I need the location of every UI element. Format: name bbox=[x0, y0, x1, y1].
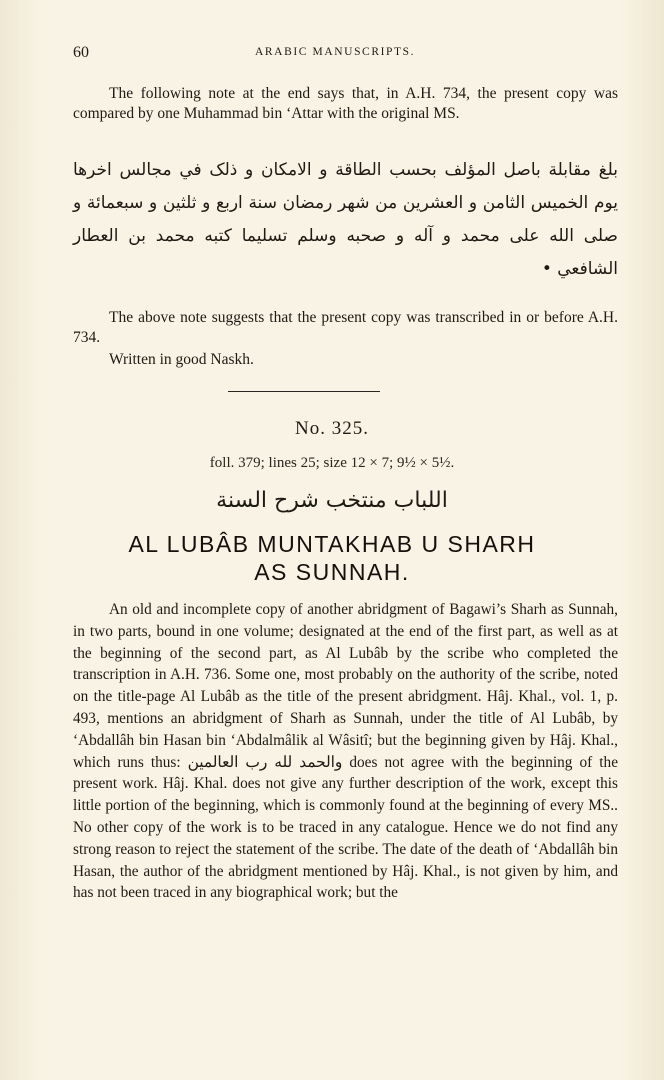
top-note-paragraph bbox=[73, 84, 618, 124]
arabic-title: اللباب منتخب شرح السنة bbox=[216, 488, 448, 513]
description-text: An old and incomplete copy of another abridgment of Bagawi’s Sharh as Sunnah, in two parts, bound in one volume; designated at the end of the first part, as well as at the beginning of the second part, as Al Lubâb by the scribe who completed the transcription in A.H. 736. Some one, most probably on the authority of the scribe, noted on the title-page Al Lubâb as the title of the present abridgment. Hâj. Khal., vol. 1, p. 493, mentions an abridgment of Sharh as Sunnah, under the title of Al Lubâb, by ‘Abdallâh bin Hasan bin ‘Abdalmâlik al Wâsitî; but the beginning given by Hâj. Khal., which runs thus: والحمد لله رب العالمين does not agree with the beginning of the present work. Hâj. Khal. does not give any further description of the work, except this little portion of the beginning, which is commonly found at the beginning of every MS.. No other copy of the work is to be traced in any catalogue. Hence we do not find any strong reason to reject the statement of the scribe. The date of the death of ‘Abdallâh bin Hasan, the author of the abridgment mentioned by Hâj. Khal., is not given by him, and has not been traced in any biographical work; but the bbox=[73, 601, 618, 902]
running-title: ARABIC MANUSCRIPTS. bbox=[255, 46, 416, 58]
section-divider bbox=[228, 391, 380, 392]
suggest-paragraph bbox=[73, 308, 618, 348]
entry-number: No. 325. bbox=[295, 418, 369, 439]
page-header bbox=[73, 44, 618, 64]
entry-title-line-2: AS SUNNAH. bbox=[254, 559, 410, 585]
description-paragraph bbox=[73, 599, 618, 904]
top-note-text: The following note at the end says that, in A.H. 734, the present copy was compared by one Muhammad bin ‘Attar with the original MS. bbox=[73, 85, 618, 122]
entry-title-line-1: AL LUBÂB MUNTAKHAB U SHARH bbox=[128, 531, 536, 557]
folio-info: foll. 379; lines 25; size 12 × 7; 9½ × 5½. bbox=[209, 455, 455, 471]
written-in-line: Written in good Naskh. bbox=[109, 351, 254, 368]
suggest-text: The above note suggests that the present copy was transcribed in or before A.H. 734. bbox=[73, 309, 618, 346]
arabic-note: بلغ مقابلة باصل المؤلف بحسب الطاقة و الامكان و ذلک في مجالس اخرها يوم الخميس الثامن و العشرين من شهر رمضان سنة اربع و ثلثين و سبعمائة و صلى الله على محمد و آله و صحبه وسلم تسليما كتبه محمد بن العطار الشافعي • bbox=[73, 160, 618, 279]
page-number: 60 bbox=[73, 44, 89, 61]
entry-title bbox=[0, 530, 664, 586]
